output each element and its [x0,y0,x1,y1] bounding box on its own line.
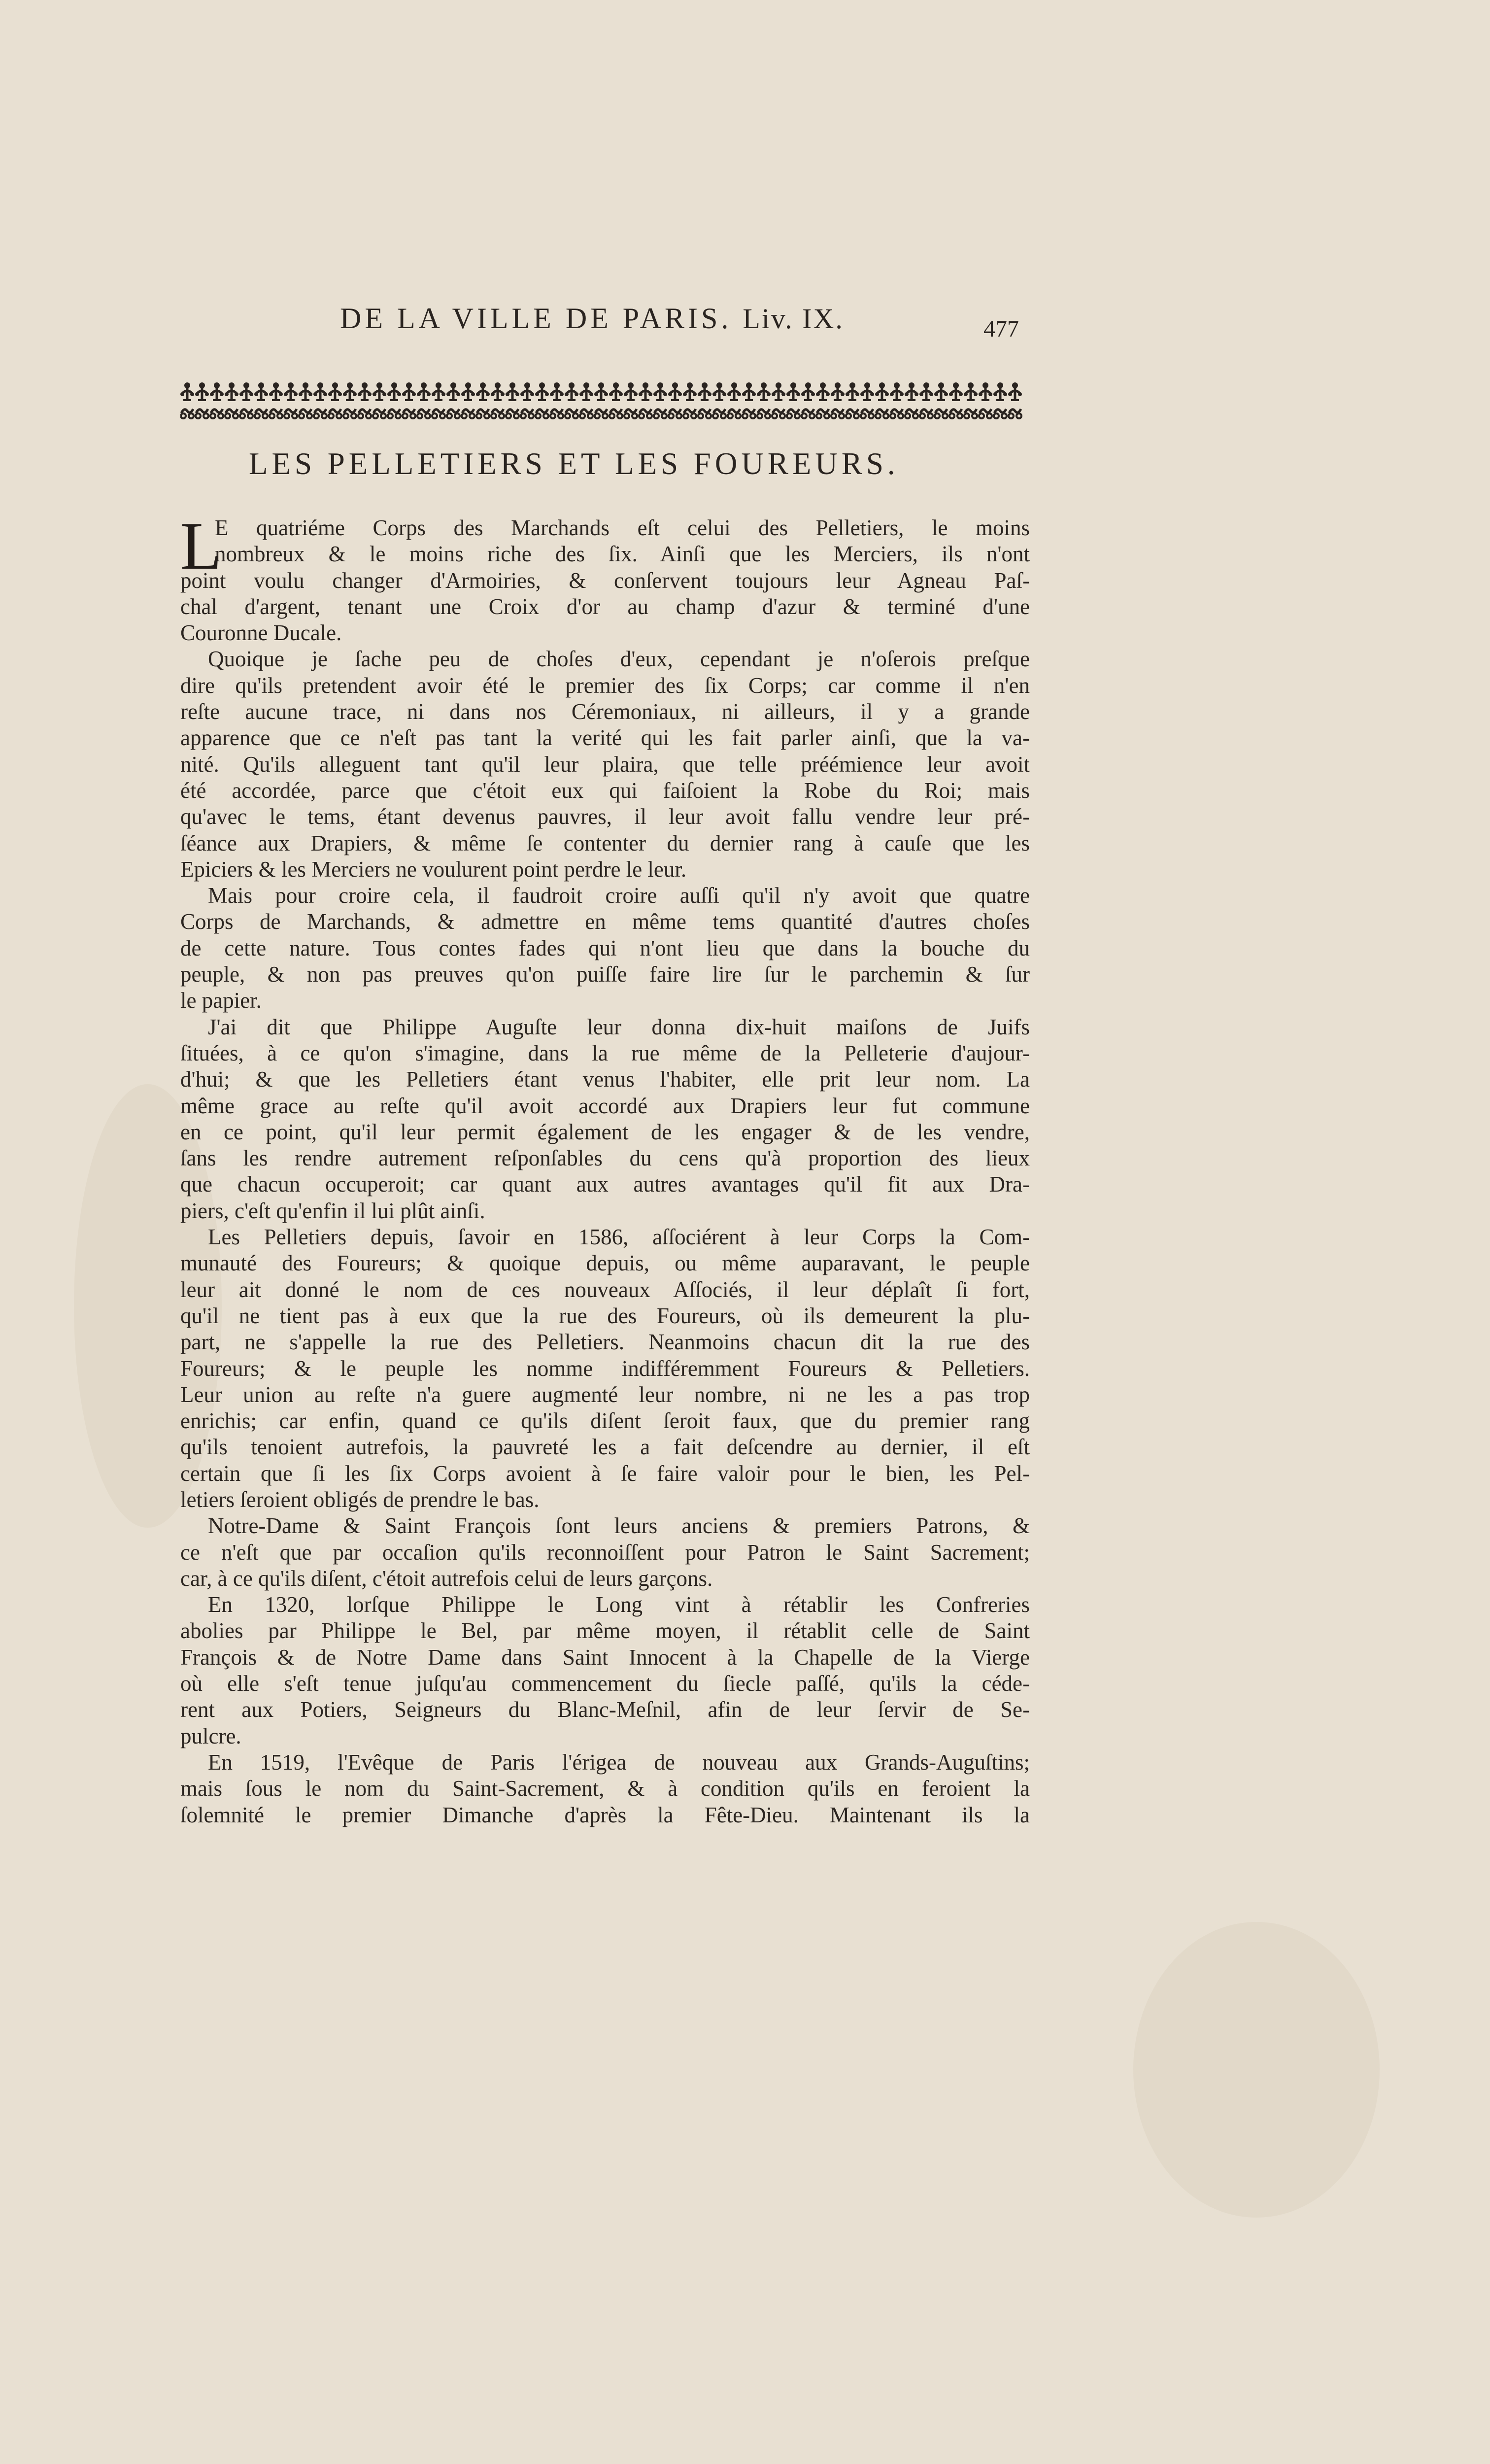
text-line: d'hui; & que les Pelletiers étant venus l'habiter, elle prit leur nom. La [180,1067,1030,1092]
text-line: munauté des Foureurs; & quoique depuis, ou même auparavant, le peuple [180,1251,1030,1276]
text-line: point voulu changer d'Armoiries, & conſervent toujours leur Agneau Paſ- [180,568,1030,593]
text-line: mais ſous le nom du Saint-Sacrement, & à condition qu'ils en feroient la [180,1776,1030,1801]
text-line: certain que ſi les ſix Corps avoient à ſe faire valoir pour le bien, les Pel- [180,1461,1030,1486]
text-line: ſans les rendre autrement reſponſables du cens qu'à proportion des lieux [180,1146,1030,1171]
text-line: Foureurs; & le peuple les nomme indifféremment Foureurs & Pelletiers. [180,1356,1030,1381]
text-line: François & de Notre Dame dans Saint Innocent à la Chapelle de la Vierge [180,1644,1030,1670]
text-line: En 1320, lorſque Philippe le Long vint à rétablir les Confreries [208,1592,1030,1617]
text-line: ce n'eſt que par occaſion qu'ils reconnoiſſent pour Patron le Saint Sacrement; [180,1540,1030,1565]
running-head-title: DE LA VILLE DE PARIS. [340,302,732,335]
text-line: chal d'argent, tenant une Croix d'or au champ d'azur & terminé d'une [180,594,1030,619]
text-line: En 1519, l'Evêque de Paris l'érigea de nouveau aux Grands-Auguſtins; [208,1749,1030,1775]
text-line: rent aux Potiers, Seigneurs du Blanc-Meſnil, afin de leur ſervir de Se- [180,1697,1030,1722]
text-line: letiers ſeroient obligés de prendre le bas. [180,1487,540,1512]
text-line: part, ne s'appelle la rue des Pelletiers. Neanmoins chacun dit la rue des [180,1330,1030,1355]
text-line: Notre-Dame & Saint François ſont leurs anciens & premiers Patrons, & [208,1513,1030,1539]
text-line: le papier. [180,988,262,1013]
text-line: E quatriéme Corps des Marchands eſt celui des Pelletiers, le moins [215,515,1030,540]
text-line: pulcre. [180,1723,241,1748]
text-line: Les Pelletiers depuis, ſavoir en 1586, aſſociérent à leur Corps la Com- [208,1225,1030,1250]
text-line: Mais pour croire cela, il faudroit croire auſſi qu'il n'y avoit que quatre [208,883,1030,908]
text-line: Quoique je ſache peu de choſes d'eux, cependant je n'oſerois preſque [208,647,1030,672]
text-line: été accordée, parce que c'étoit eux qui faiſoient la Robe du Roi; mais [180,778,1030,803]
text-line: que chacun occuperoit; car quant aux autres avantages qu'il fit aux Dra- [180,1172,1030,1197]
text-line: nombreux & le moins riche des ſix. Ainſi que les Merciers, ils n'ont [215,542,1030,567]
drop-cap: L [180,508,222,583]
text-line: Corps de Marchands, & admettre en même tems quantité d'autres choſes [180,909,1030,934]
text-line: Couronne Ducale. [180,620,342,646]
text-line: Epiciers & les Merciers ne voulurent point perdre le leur. [180,856,687,882]
chapter-title: LES PELLETIERS ET LES FOUREURS. [249,446,899,481]
text-line: J'ai dit que Philippe Auguſte leur donna dix-huit maiſons de Juifs [208,1014,1030,1039]
fleuron-band-icon [180,379,1030,424]
page-number: 477 [983,316,1019,342]
text-line: reſte aucune trace, ni dans nos Céremoniaux, ni ailleurs, il y a grande [180,699,1030,724]
text-line: piers, c'eſt qu'enfin il lui plût ainſi. [180,1198,485,1223]
body-text [180,508,1030,1828]
text-line: qu'ils tenoient autrefois, la pauvreté les a fait deſcendre au dernier, il eſt [180,1435,1030,1460]
text-line: Leur union au reſte n'a guere augmenté leur nombre, ni ne les a pas trop [180,1382,1030,1407]
text-line: nité. Qu'ils alleguent tant qu'il leur plaira, que telle préémience leur avoit [180,752,1030,777]
running-head [340,302,844,336]
text-line: même grace au reſte qu'il avoit accordé aux Drapiers leur fut commune [180,1093,1030,1118]
text-line: ſituées, à ce qu'on s'imagine, dans la rue même de la Pelleterie d'aujour- [180,1040,1030,1065]
text-line: où elle s'eſt tenue juſqu'au commencement du ſiecle paſſé, qu'ils la céde- [180,1671,1030,1696]
text-line: ſéance aux Drapiers, & même ſe contenter du dernier rang à cauſe que les [180,830,1030,856]
text-line: enrichis; car enfin, quand ce qu'ils diſent ſeroit faux, que du premier rang [180,1408,1030,1434]
text-line: ſolemnité le premier Dimanche d'après la Fête-Dieu. Maintenant ils la [180,1802,1030,1827]
text-line: qu'il ne tient pas à eux que la rue des Foureurs, où ils demeurent la plu- [180,1303,1030,1328]
text-line: peuple, & non pas preuves qu'on puiſſe faire lire ſur le parchemin & ſur [180,962,1030,987]
text-line: abolies par Philippe le Bel, par même moyen, il rétablit celle de Saint [180,1618,1030,1643]
text-line: de cette nature. Tous contes fades qui n'ont lieu que dans la bouche du [180,935,1030,960]
text-line: en ce point, qu'il leur permit également de les engager & de les vendre, [180,1119,1030,1144]
text-line: leur ait donné le nom de ces nouveaux Aſſociés, il leur déplaît ſi fort, [180,1277,1030,1302]
running-head-book: Liv. IX. [743,303,844,335]
text-line: car, à ce qu'ils diſent, c'étoit autrefois celui de leurs garçons. [180,1566,713,1591]
text-line: qu'avec le tems, étant devenus pauvres, il leur avoit fallu vendre leur pré- [180,804,1030,829]
text-line: dire qu'ils pretendent avoir été le premier des ſix Corps; car comme il n'en [180,673,1030,698]
text-line: apparence que ce n'eſt pas tant la verité qui les fait parler ainſi, que la va- [180,725,1030,751]
